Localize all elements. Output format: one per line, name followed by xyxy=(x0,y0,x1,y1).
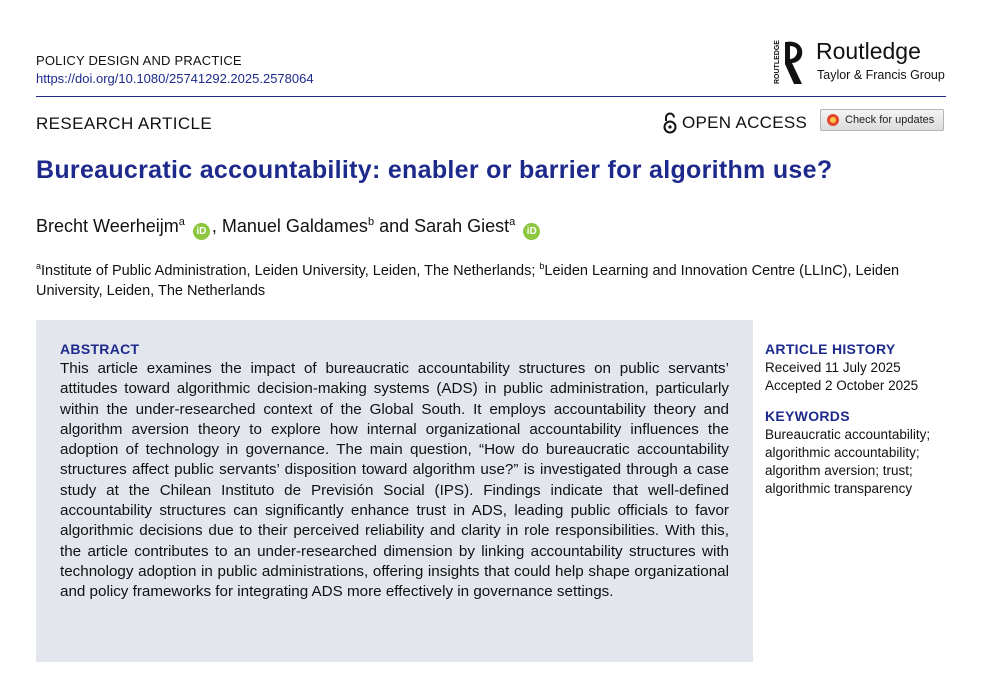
journal-name: POLICY DESIGN AND PRACTICE xyxy=(36,53,242,68)
author-separator: , xyxy=(211,216,222,236)
affiliations xyxy=(36,256,916,301)
publisher-name: Routledge xyxy=(816,38,921,64)
affil-sup: a xyxy=(36,261,42,271)
crossmark-icon xyxy=(827,114,839,126)
history-heading: ARTICLE HISTORY xyxy=(765,341,896,357)
keywords-heading: KEYWORDS xyxy=(765,408,850,424)
affil-sup: b xyxy=(539,261,545,271)
publisher-logo xyxy=(772,36,952,88)
author-affil-sup: b xyxy=(367,216,375,228)
article-title: Bureaucratic accountability: enabler or barrier for algorithm use? xyxy=(36,156,833,184)
routledge-logo-icon xyxy=(772,38,810,86)
doi-link[interactable]: https://doi.org/10.1080/25741292.2025.2578064 xyxy=(36,71,314,86)
svg-text:ROUTLEDGE: ROUTLEDGE xyxy=(774,40,781,84)
author-affil-sup: a xyxy=(178,216,185,228)
check-updates-label: Check for updates xyxy=(845,114,935,126)
orcid-icon[interactable]: iD xyxy=(193,223,210,240)
open-access-text: OPEN ACCESS xyxy=(682,113,808,132)
history-received: Received 11 July 2025 xyxy=(765,360,901,375)
affil-text: Leiden Learning and Innovation Centre (LLInC), Leiden University, Leiden, The Netherlands xyxy=(36,262,900,299)
article-type: RESEARCH ARTICLE xyxy=(36,114,213,133)
author-name: Sarah Giest xyxy=(414,216,510,236)
open-access-label xyxy=(662,112,807,134)
check-updates-button[interactable] xyxy=(820,109,944,131)
author-name: Manuel Galdames xyxy=(221,216,368,236)
publisher-group: Taylor & Francis Group xyxy=(817,68,945,82)
abstract-body: This article examines the impact of bureaucratic accountability structures on public servants’ attitudes toward algorithmic decision-making systems (ADS) in public administration, particularly within the under-researched context of the Global South. It employs accountability theory and algorithm aversion theory to explore how internal organizational accountability influences the adoption of technology in governance. The main question, “How do bureaucratic accountability structures affect public servants’ disposition toward algorithm use?” is investigated through a case study at the Chilean Instituto de Previsión Social (IPS). Findings indicate that well-defined accountability structures can significantly enhance trust in ADS, leading public officials to favor algorithmic decisions due to their perceived reliability and clarity in role responsibilities. With this, the article contributes to an under-researched dimension by linking accountability structures with technology adoption in public administrations, offering insights that could help shape organizational and policy frameworks for integrating ADS more effectively in governance settings. xyxy=(60,360,729,601)
author-name: Brecht Weerheijm xyxy=(36,216,179,236)
open-lock-icon xyxy=(662,112,678,134)
author-list xyxy=(36,216,542,240)
keyword-line: algorithmic transparency xyxy=(765,481,913,496)
affil-text: Institute of Public Administration, Leiden University, Leiden, The Netherlands; xyxy=(41,262,540,279)
keyword-line: algorithmic accountability; xyxy=(765,445,920,460)
abstract-heading: ABSTRACT xyxy=(60,341,140,357)
header-rule xyxy=(36,96,946,97)
keyword-line: algorithm aversion; trust; xyxy=(765,463,913,478)
author-affil-sup: a xyxy=(509,216,516,228)
keyword-line: Bureaucratic accountability; xyxy=(765,427,931,442)
orcid-icon[interactable]: iD xyxy=(523,223,540,240)
author-separator: and xyxy=(374,216,415,236)
history-accepted: Accepted 2 October 2025 xyxy=(765,378,919,393)
